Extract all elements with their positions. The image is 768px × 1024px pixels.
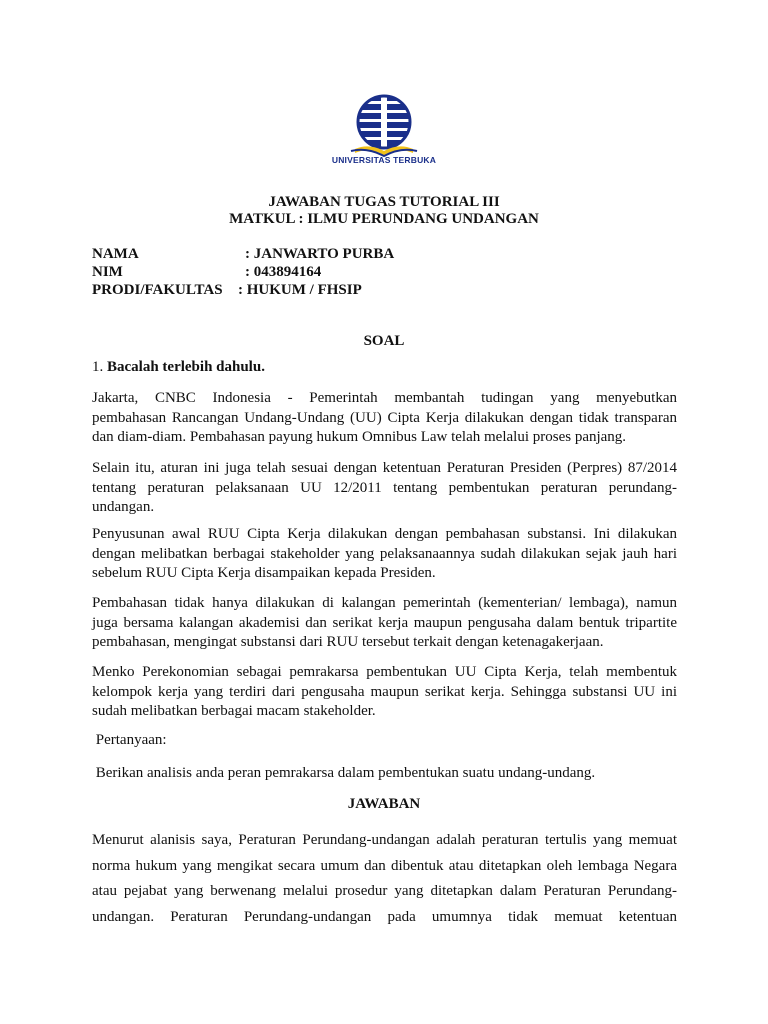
soal-item-number: 1. [92, 359, 104, 375]
soal-item-text: Bacalah terlebih dahulu. [107, 359, 265, 375]
question-label: Pertanyaan: [92, 732, 167, 748]
article-paragraph-5 [92, 663, 677, 722]
text-line: dan diam-diam. Pembahasan payung hukum Omnibus Law telah melalui proses panjang. [92, 429, 627, 445]
text-line: undangan. [92, 499, 155, 515]
identity-value-nim: : 043894164 [245, 264, 322, 280]
answer-heading: JAWABAN [347, 796, 421, 812]
text-line: Penyusunan awal RUU Cipta Kerja dilakukan dengan pembahasan substansi. Ini dilakukan [92, 526, 677, 542]
article-paragraph-4 [92, 594, 677, 653]
identity-label-nim: NIM [92, 264, 123, 280]
soal-heading: SOAL [363, 333, 405, 349]
text-line: atau pejabat yang berwenang melalui prosedur yang ditetapkan dalam Peraturan Perundang- [92, 883, 677, 899]
text-line: Menko Perekonomian sebagai pemrakarsa pembentukan UU Cipta Kerja, telah membentuk [92, 664, 677, 680]
identity-value-prodi: : HUKUM / FHSIP [238, 282, 362, 298]
text-line: pembahasan Rancangan Undang-Undang (UU) Cipta Kerja dilakukan dengan tidak transparan [92, 409, 677, 426]
document-title: JAWABAN TUGAS TUTORIAL III [268, 194, 500, 210]
text-line: sudah melibatkan berbagai macam stakeholder. [92, 703, 376, 719]
article-paragraph-3 [92, 525, 677, 584]
text-line: kelompok kerja yang terdiri dari pengusaha maupun serikat kerja. Sehingga substansi UU ini [92, 683, 677, 700]
identity-label-prodi: PRODI/FAKULTAS [92, 282, 223, 298]
text-line: dengan melibatkan berbagai stakeholder yang pelaksanaannya sudah dilakukan sejak jauh hari [92, 545, 677, 562]
text-line: tentang peraturan pelaksanaan UU 12/2011 tentang pembentukan peraturan perundang- [92, 479, 677, 496]
text-line: Jakarta, CNBC Indonesia - Pemerintah membantah tudingan yang menyebutkan [92, 390, 677, 406]
text-line: Selain itu, aturan ini juga telah sesuai dengan ketentuan Peraturan Presiden (Perpres) 87/2014 [92, 460, 677, 476]
logo-caption: UNIVERSITAS TERBUKA [331, 155, 437, 165]
question-text: Berikan analisis anda peran pemrakarsa dalam pembentukan suatu undang-undang. [92, 765, 596, 781]
course-title: MATKUL : ILMU PERUNDANG UNDANGAN [229, 211, 539, 227]
text-line: Menurut alanisis saya, Peraturan Perundang-undangan adalah peraturan tertulis yang memuat [92, 832, 677, 848]
soal-item [92, 359, 265, 376]
identity-label-nama: NAMA [92, 246, 139, 262]
text-line: undangan. Peraturan Perundang-undangan pada umumnya tidak memuat ketentuan [92, 908, 677, 925]
identity-value-nama: : JANWARTO PURBA [245, 246, 395, 262]
text-line: norma hukum yang mengikat secara umum dan dibentuk atau ditetapkan oleh lembaga Negara [92, 857, 677, 874]
text-line: sebelum RUU Cipta Kerja disampaikan kepada Presiden. [92, 565, 436, 581]
answer-body [92, 828, 677, 930]
text-line: pembahasan, mengingat substansi dari RUU tersebut terkait dengan ketenagakerjaan. [92, 634, 604, 650]
text-line: juga bersama kalangan akademisi dan serikat kerja maupun pengusaha dalam bentuk tripartite [92, 614, 677, 631]
article-paragraph-2 [92, 459, 677, 518]
text-line: Pembahasan tidak hanya dilakukan di kalangan pemerintah (kementerian/ lembaga), namun [92, 595, 677, 611]
article-paragraph-1 [92, 389, 677, 448]
